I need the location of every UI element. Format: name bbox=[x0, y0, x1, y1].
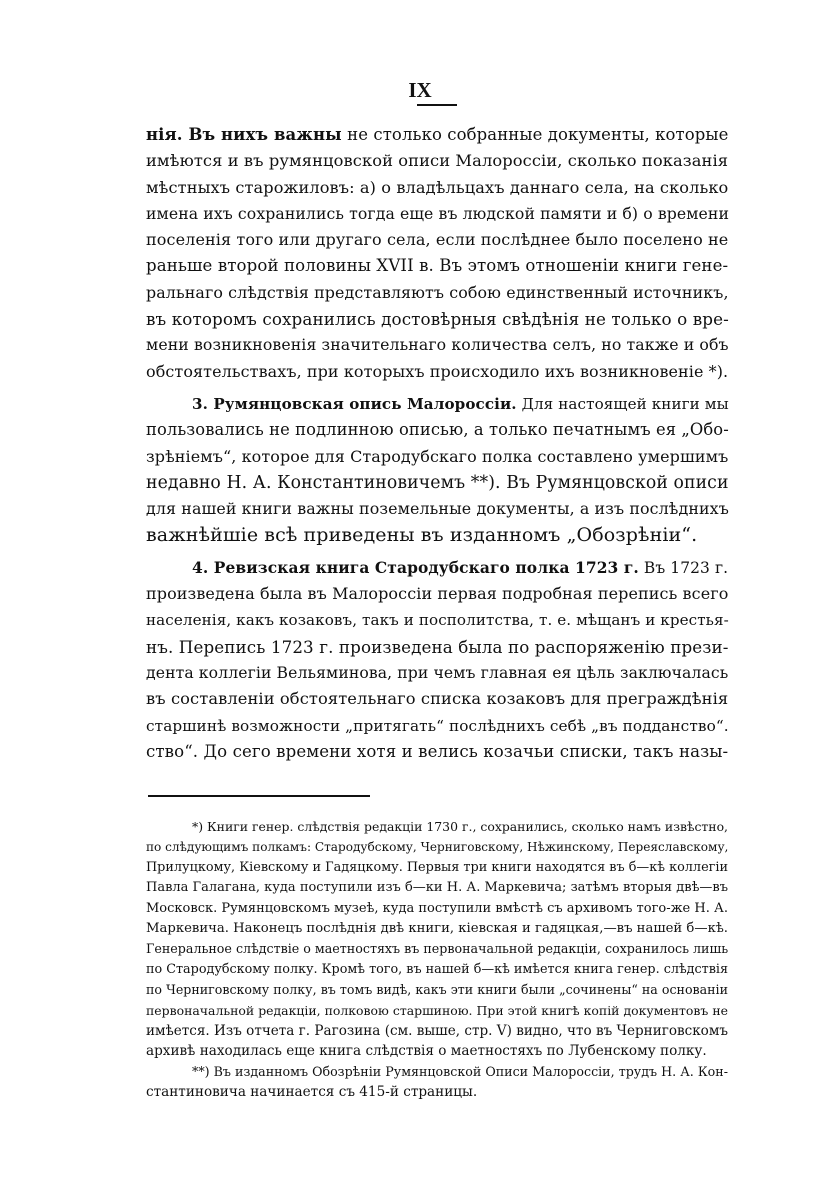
footnote-line: по слѣдующимъ полкамъ: Стародубскому, Черниговскому, Нѣжинскому, Переяславскому, bbox=[146, 840, 729, 855]
footnote-line: **) Въ изданномъ Обозрѣніи Румянцовской Описи Малороссіи, трудъ Н. А. Кон- bbox=[192, 1063, 728, 1079]
footnote-line: Московск. Румянцовскомъ музеѣ, куда поступили вмѣстѣ съ архивомъ того-же Н. А. bbox=[146, 900, 728, 916]
text-line: имѣются и въ румянцовской описи Малороссіи, сколько показанія bbox=[146, 151, 729, 171]
footnote-line: Генеральное слѣдствіе о маетностяхъ въ первоначальной редакціи, сохранилось лишь bbox=[146, 941, 729, 957]
footnote-line: *) Книги генер. слѣдствія редакціи 1730 г., сохранились, сколько намъ извѣстно, bbox=[192, 819, 728, 834]
text-line: обстоятельствахъ, при которыхъ происходило ихъ возникновеніе *). bbox=[146, 361, 729, 381]
text-line: пользовались не подлинною описью, а только печатнымъ ея „Обо- bbox=[146, 420, 729, 440]
footnotes bbox=[146, 817, 728, 1102]
text-line: раньше второй половины XVII в. Въ этомъ отношеніи книги гене- bbox=[146, 256, 729, 276]
footnote-line: по Черниговскому полку, въ томъ видѣ, какъ эти книги были „сочинены“ на основаніи bbox=[146, 982, 728, 998]
text-line: поселенія того или другаго села, если послѣднее было поселено не bbox=[146, 230, 729, 250]
text-line: мени возникновенія значительнаго количества селъ, но также и объ bbox=[146, 335, 729, 355]
text-line: въ составленіи обстоятельнаго списка козаковъ для преграждѣнія bbox=[146, 689, 729, 709]
text-line: нія. Въ нихъ важны не столько собранные документы, которые bbox=[146, 125, 729, 144]
text-line: 3. Румянцовская опись Малороссіи. Для настоящей книги мы bbox=[192, 394, 729, 413]
footnote-line: первоначальной редакціи, полковою старшиною. При этой книгѣ копій документовъ не bbox=[146, 1002, 728, 1018]
footnote-line: Павла Галагана, куда поступили изъ б—ки Н. А. Маркевича; затѣмъ вторыя двѣ—въ bbox=[146, 880, 728, 896]
footnote-line: имѣется. Изъ отчета г. Рагозина (см. выше, стр. V) видно, что въ Черниговскомъ bbox=[146, 1022, 728, 1039]
text-line: имена ихъ сохранились тогда еще въ людской памяти и б) о времени bbox=[146, 203, 729, 223]
text-line: зрѣніемъ“, которое для Стародубскаго полка составлено умершимъ bbox=[146, 446, 729, 466]
footnote-rule bbox=[148, 795, 370, 797]
footnote-line: по Стародубскому полку. Кромѣ того, въ нашей б—кѣ имѣется книга генер. слѣдствія bbox=[146, 961, 728, 977]
footnote-line: архивѣ находилась еще книга слѣдствія о маетностяхъ по Лубенскому полку. bbox=[146, 1043, 707, 1060]
text-line: ство“. До сего времени хотя и велись козачьи списки, такъ назы- bbox=[146, 741, 729, 761]
footnote-line: Прилуцкому, Кіевскому и Гадяцкому. Первыя три книги находятся въ б—кѣ коллегіи bbox=[146, 859, 728, 875]
text-line: важнѣйшіе всѣ приведены въ изданномъ „Обозрѣніи“. bbox=[146, 524, 698, 547]
footnote-line: Маркевича. Наконецъ послѣднія двѣ книги, кіевская и гадяцкая,—въ нашей б—кѣ. bbox=[146, 920, 728, 936]
footnote-line: стантиновича начинается съ 415-й страницы. bbox=[146, 1084, 478, 1101]
main-text bbox=[146, 122, 728, 765]
page-number-underline bbox=[417, 104, 457, 106]
text-line: населенія, какъ козаковъ, такъ и посполитства, т. е. мѣщанъ и крестья- bbox=[146, 611, 729, 630]
text-line: старшинѣ возможности „притягать“ послѣднихъ себѣ „въ подданство“. bbox=[146, 716, 729, 735]
page-number: IX bbox=[408, 78, 432, 102]
text-line: ральнаго слѣдствія представляютъ собою единственный источникъ, bbox=[146, 282, 729, 302]
text-line: дента коллегіи Вельяминова, при чемъ главная ея цѣль заключалась bbox=[146, 662, 729, 682]
text-line: нъ. Перепись 1723 г. произведена была по распоряженію прези- bbox=[146, 636, 729, 657]
text-line: 4. Ревизская книга Стародубскаго полка 1723 г. Въ 1723 г. bbox=[192, 557, 729, 577]
text-line: въ которомъ сохранились достовѣрныя свѣдѣнія не только о вре- bbox=[146, 309, 729, 330]
text-line: для нашей книги важны поземельные документы, а изъ послѣднихъ bbox=[146, 499, 729, 519]
text-line: произведена была въ Малороссіи первая подробная перепись всего bbox=[146, 584, 729, 604]
text-line: мѣстныхъ старожиловъ: а) о владѣльцахъ даннаго села, на сколько bbox=[146, 177, 729, 197]
text-line: недавно Н. А. Константиновичемъ **). Въ Румянцовской описи bbox=[146, 472, 729, 493]
